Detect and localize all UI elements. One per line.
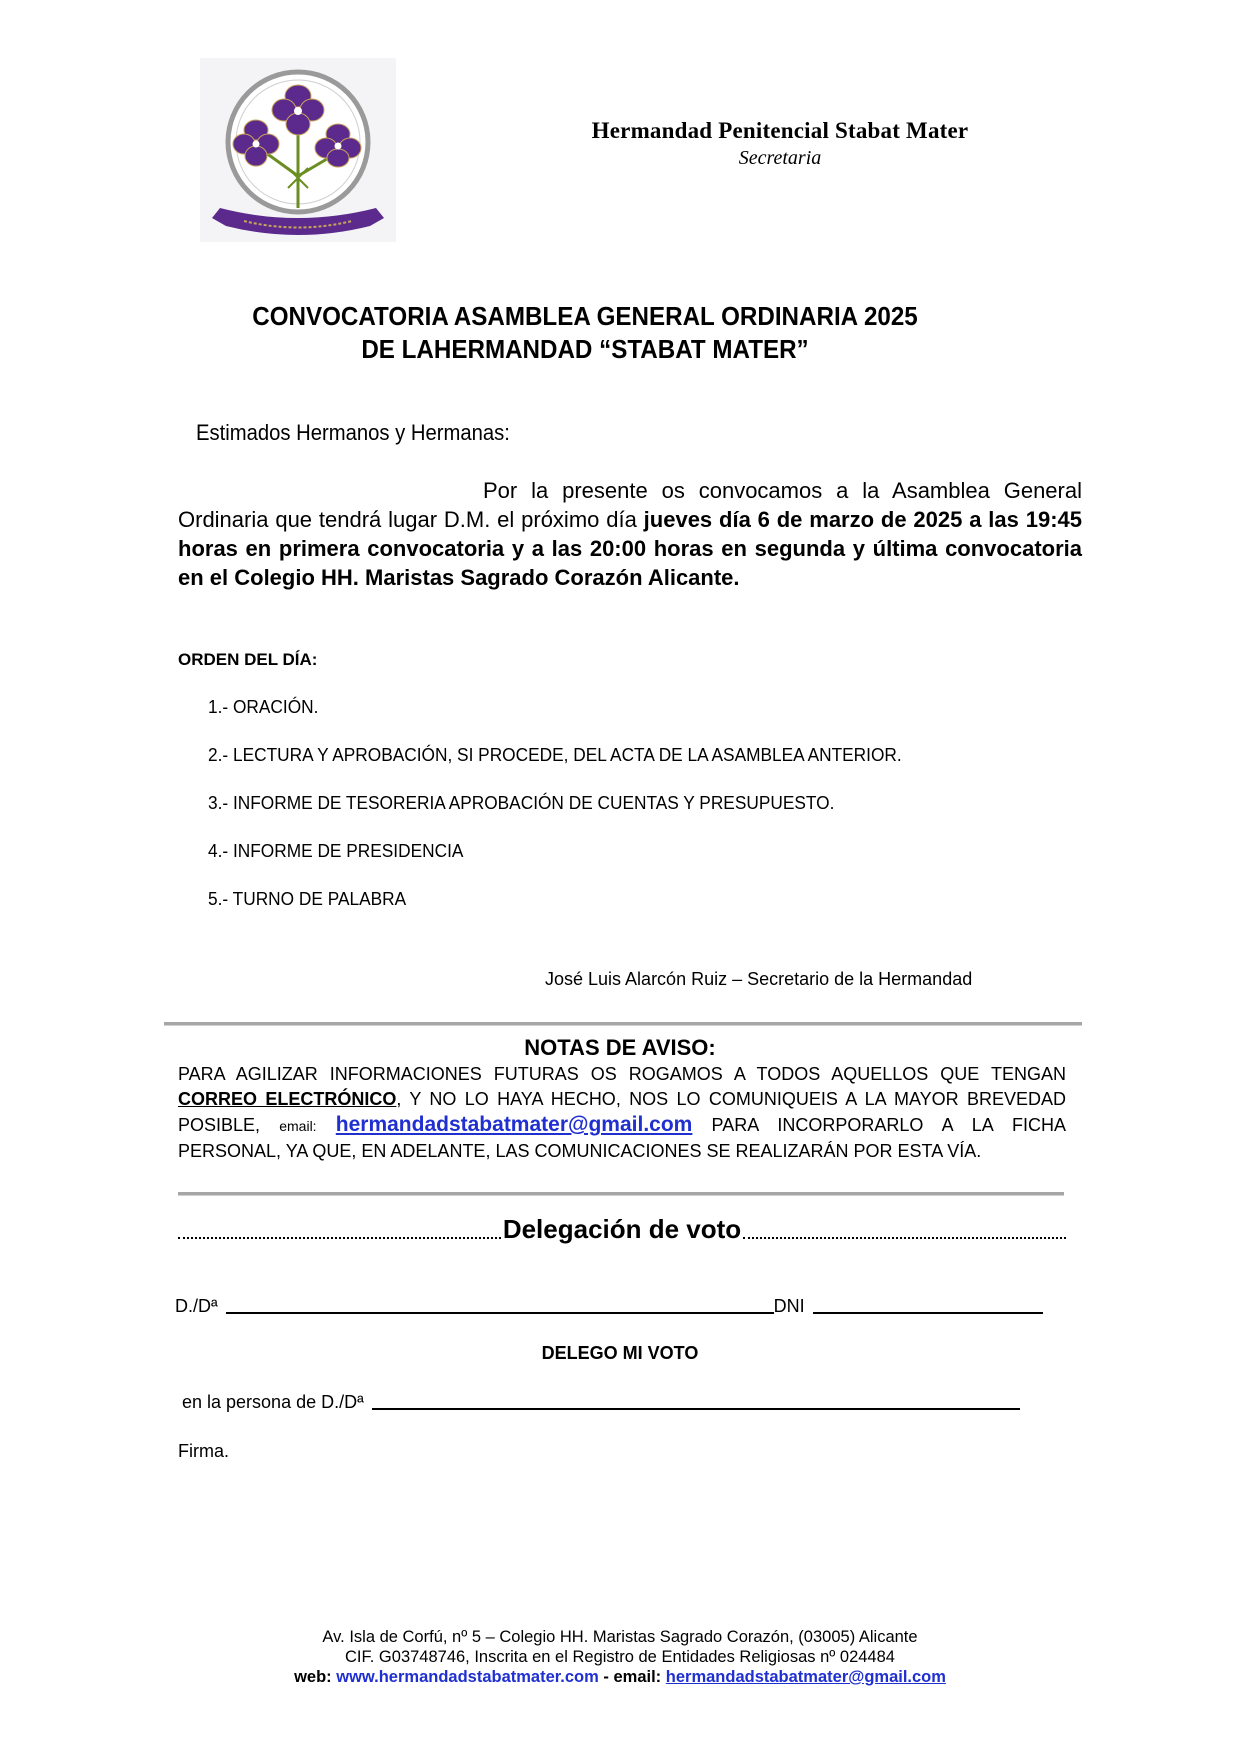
convocation-intro: Por la presente os convocamos a la Asamblea General Ordinaria que tendrá lugar D.M. el próximo día (178, 478, 1082, 532)
hermandad-logo (200, 58, 396, 242)
delegate-name-field[interactable] (372, 1408, 1020, 1410)
organization-header (540, 118, 1020, 170)
agenda-title: ORDEN DEL DÍA: (178, 650, 318, 669)
notes-text (178, 1062, 1066, 1164)
footer-cif: CIF. G03748746, Inscrita en el Registro de Entidades Religiosas nº 024484 (345, 1648, 895, 1666)
dni-label: DNI (773, 1296, 805, 1316)
delego-heading: DELEGO MI VOTO (541, 1343, 699, 1363)
footer (160, 1627, 1080, 1687)
notes-title: NOTAS DE AVISO: (524, 1035, 716, 1060)
footer-address: Av. Isla de Corfú, nº 5 – Colegio HH. Maristas Sagrado Corazón, (03005) Alicante (322, 1628, 918, 1646)
agenda-item: 3.- INFORME DE TESORERIA APROBACIÓN DE CUENTAS Y PRESUPUESTO. (208, 793, 835, 813)
footer-email-label: - email: (598, 1668, 662, 1686)
dotted-leader (178, 1237, 501, 1239)
name-label: D./Dª (175, 1296, 218, 1316)
delegation-header (178, 1214, 1066, 1245)
delegate-label: en la persona de D./Dª (182, 1392, 364, 1412)
organization-subtitle: Secretaria (738, 147, 822, 169)
title-line-2: DE LAHERMANDAD “STABAT MATER” (361, 334, 809, 364)
agenda-item: 1.- ORACIÓN. (208, 697, 319, 717)
organization-name: Hermandad Penitencial Stabat Mater (591, 118, 969, 143)
divider (178, 1192, 1064, 1196)
secretary-signature: José Luis Alarcón Ruiz – Secretario de la Hermandad (545, 969, 973, 989)
notes-part-3: PARA INCORPORARLO A LA FICHA PERSONAL, YA QUE, EN ADELANTE, LAS COMUNICACIONES SE REALIZARÁN POR ESTA VÍA. (178, 1115, 1066, 1161)
convocation-paragraph (178, 476, 1082, 592)
title-line-1: CONVOCATORIA ASAMBLEA GENERAL ORDINARIA 2025 (252, 301, 918, 331)
web-label: web: (294, 1668, 332, 1686)
notes-part-1: PARA AGILIZAR INFORMACIONES FUTURAS OS ROGAMOS A TODOS AQUELLOS QUE TENGAN (178, 1064, 1066, 1084)
delegator-row (175, 1296, 1055, 1317)
contact-email-link[interactable]: hermandadstabatmater@gmail.com (335, 1113, 693, 1136)
agenda-item: 2.- LECTURA Y APROBACIÓN, SI PROCEDE, DEL ACTA DE LA ASAMBLEA ANTERIOR. (208, 745, 902, 765)
dotted-leader (743, 1237, 1066, 1239)
document-title (190, 300, 981, 366)
notes-part-2: , Y NO LO HAYA HECHO, NOS LO COMUNIQUEIS A LA MAYOR BREVEDAD POSIBLE, (178, 1089, 1066, 1135)
delegation-title: Delegación de voto (502, 1214, 742, 1244)
footer-email-link[interactable]: hermandadstabatmater@gmail.com (665, 1668, 946, 1686)
delegate-row (182, 1392, 1062, 1413)
website-link[interactable]: www.hermandadstabatmater.com (336, 1668, 599, 1686)
signature-label: Firma. (178, 1441, 229, 1461)
agenda-item: 5.- TURNO DE PALABRA (208, 889, 407, 909)
email-label: email: (279, 1118, 317, 1134)
violet-flowers-emblem-icon (200, 58, 396, 242)
email-emphasis: CORREO ELECTRÓNICO (178, 1089, 397, 1109)
divider (164, 1022, 1082, 1026)
footer-contact (160, 1667, 1080, 1687)
agenda-item: 4.- INFORME DE PRESIDENCIA (208, 841, 464, 861)
greeting: Estimados Hermanos y Hermanas: (196, 420, 510, 445)
convocation-date-details: jueves día 6 de marzo de 2025 a las 19:45 horas en primera convocatoria y a las 20:00 horas en segunda y última convocatoria en el Colegio HH. Maristas Sagrado Corazón Alicante. (178, 507, 1082, 590)
name-field[interactable] (226, 1312, 774, 1314)
dni-field[interactable] (813, 1312, 1043, 1314)
